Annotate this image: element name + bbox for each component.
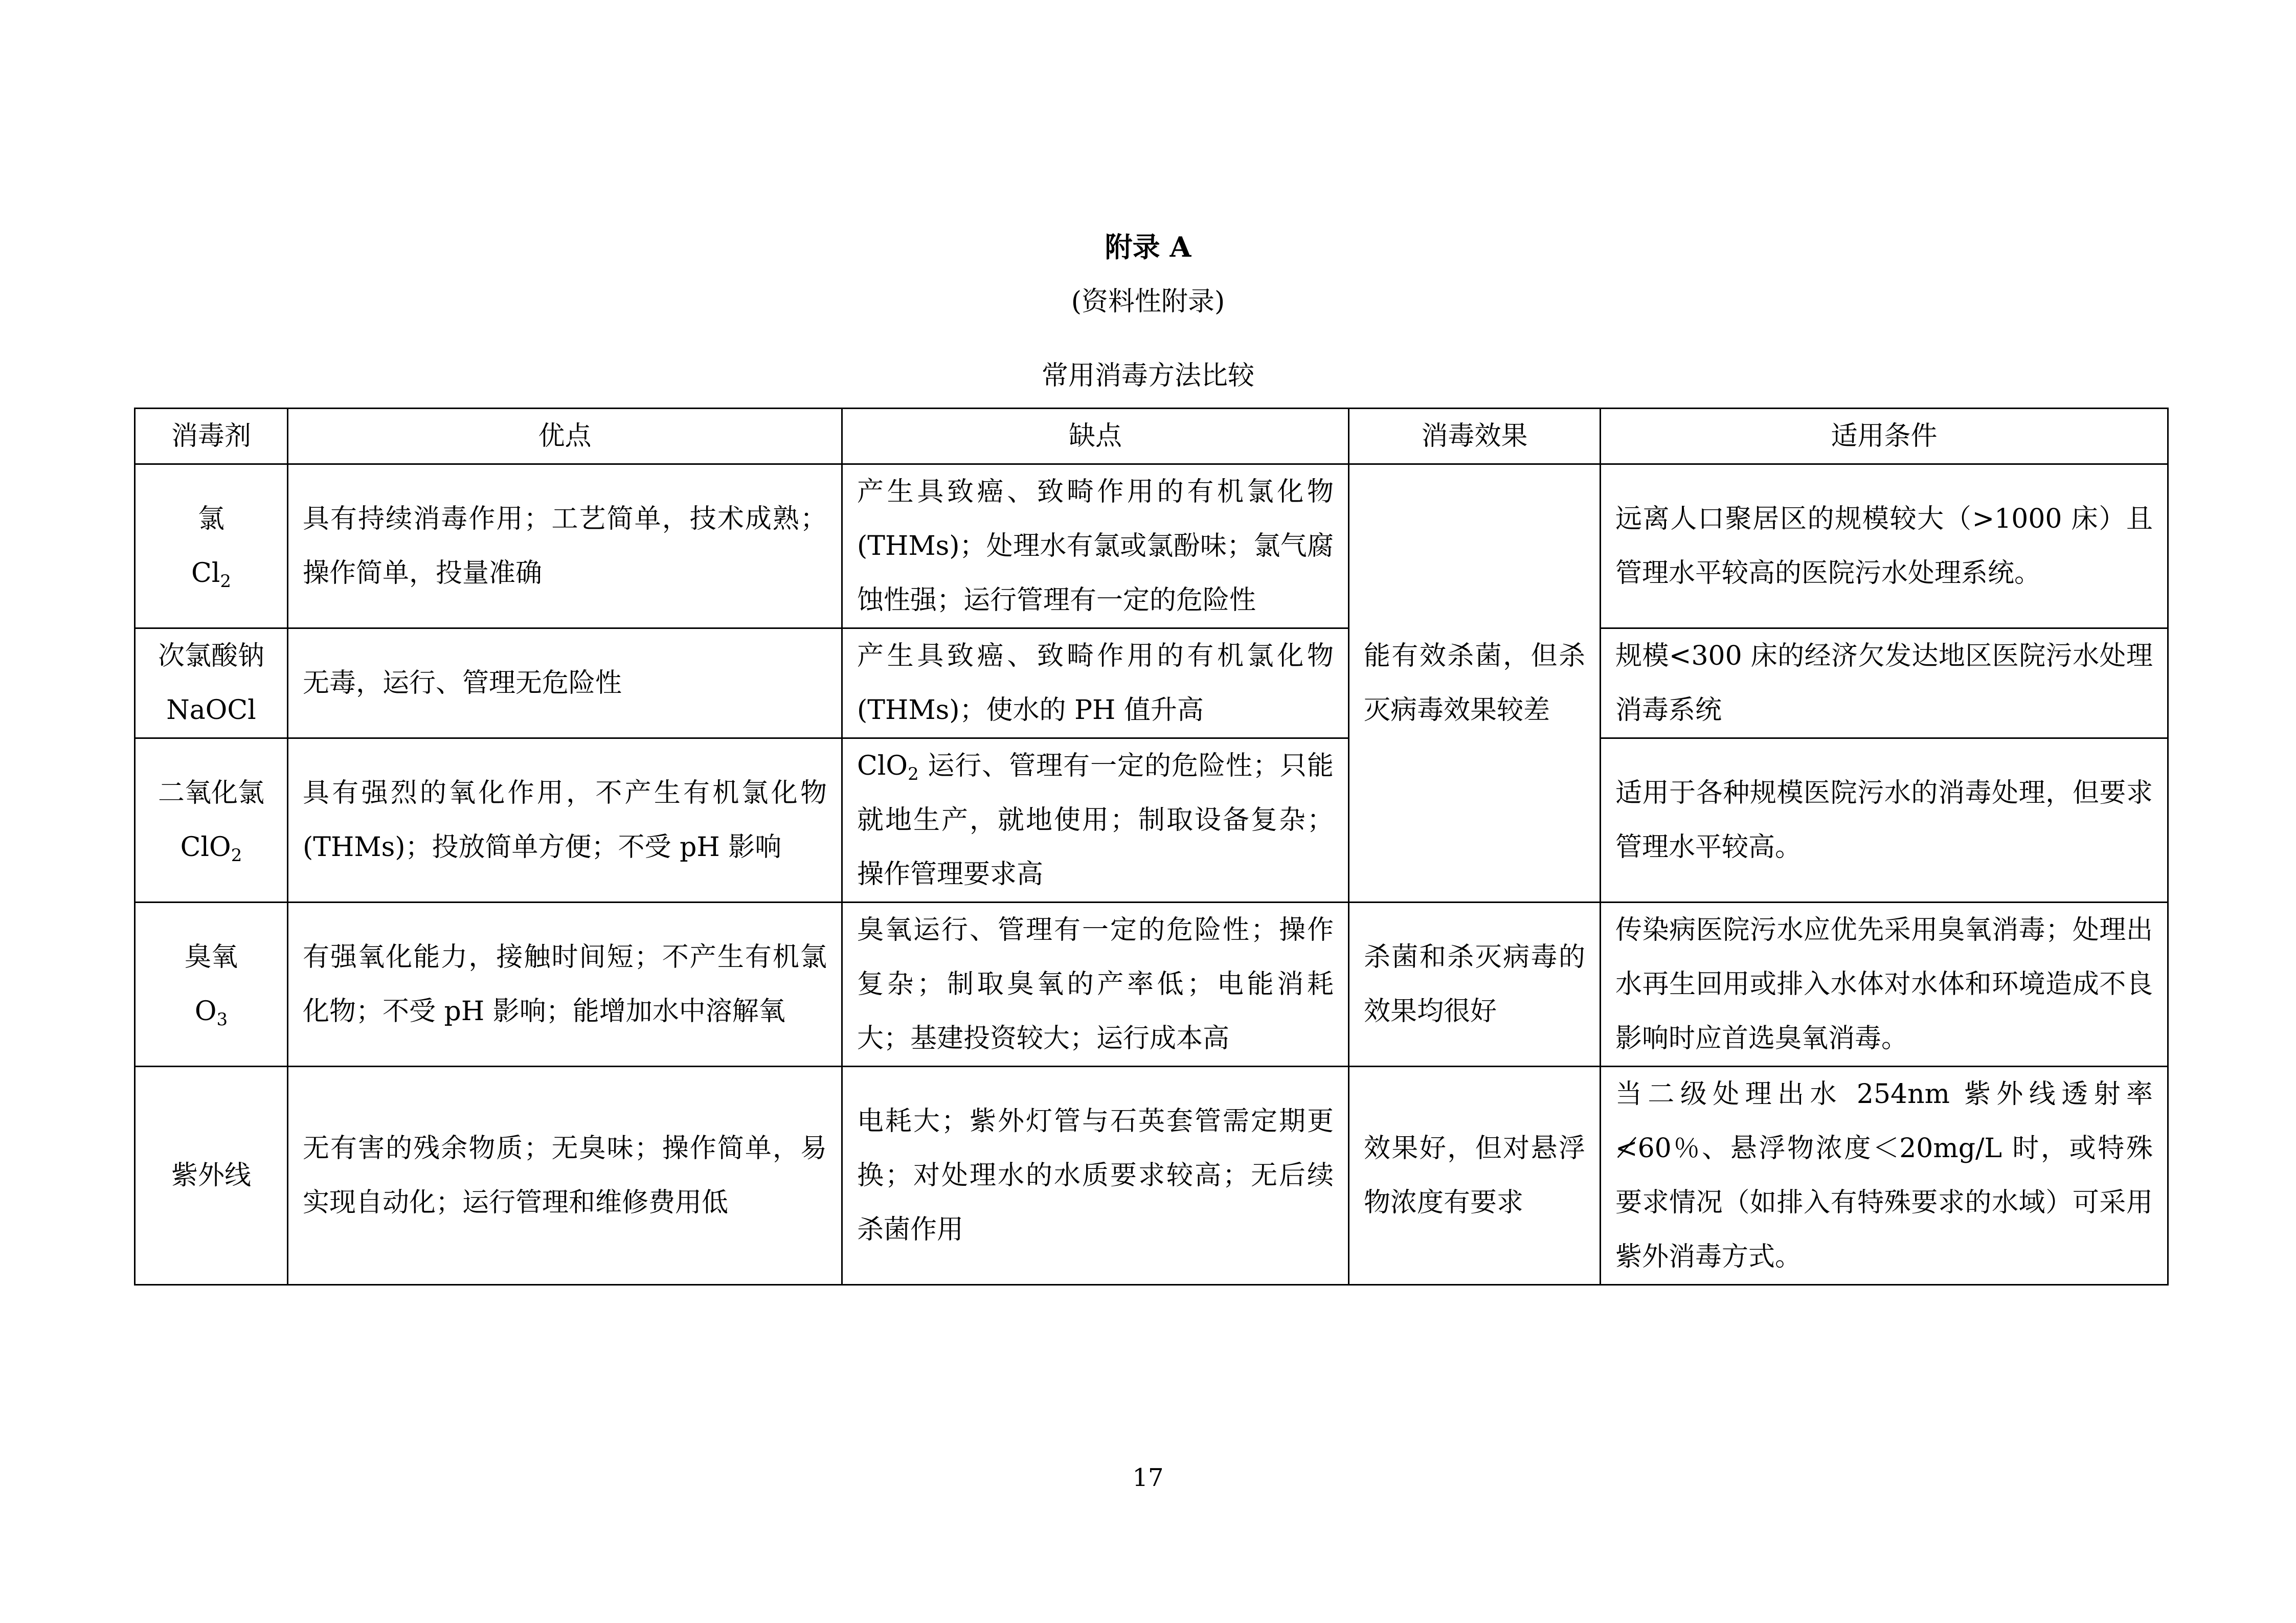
effect-cell: 效果好，但对悬浮物浓度有要求: [1349, 1067, 1601, 1285]
table-header-row: [135, 409, 2168, 464]
agent-cell: [135, 628, 288, 738]
header-conditions: 适用条件: [1601, 409, 2168, 464]
disinfection-comparison-table: [134, 408, 2169, 1286]
table-row: [135, 738, 2168, 903]
agent-formula: $O_3$: [194, 996, 228, 1030]
disadvantages-cell: ClO$_2$ 运行、管理有一定的危险性；只能就地生产，就地使用；制取设备复杂；操作管理要求高: [842, 738, 1349, 903]
header-agent: 消毒剂: [135, 409, 288, 464]
disadvantages-cell: 臭氧运行、管理有一定的危险性；操作复杂；制取臭氧的产率低；电能消耗大；基建投资较大；运行成本高: [842, 903, 1349, 1067]
table-row: [135, 903, 2168, 1067]
agent-formula: NaOCl: [166, 695, 256, 726]
page-number: 17: [1132, 1463, 1164, 1492]
disadvantages-cell: 电耗大；紫外灯管与石英套管需定期更换；对处理水的水质要求较高；无后续杀菌作用: [842, 1067, 1349, 1285]
table-row: [135, 464, 2168, 628]
agent-cell: [135, 903, 288, 1067]
agent-name: 紫外线: [171, 1160, 251, 1191]
table-caption: 常用消毒方法比较: [1041, 360, 1254, 391]
advantages-cell: 无有害的残余物质；无臭味；操作简单，易实现自动化；运行管理和维修费用低: [288, 1067, 842, 1285]
conditions-cell: 传染病医院污水应优先采用臭氧消毒；处理出水再生回用或排入水体对水体和环境造成不良影响时应首选臭氧消毒。: [1601, 903, 2168, 1067]
header-effect: 消毒效果: [1349, 409, 1601, 464]
header-disadvantages: 缺点: [842, 409, 1349, 464]
agent-formula: $Cl_2$: [191, 558, 232, 592]
agent-cell: [135, 1067, 288, 1285]
disadvantages-cell: 产生具致癌、致畸作用的有机氯化物(THMs)；处理水有氯或氯酚味；氯气腐蚀性强；运行管理有一定的危险性: [842, 464, 1349, 628]
agent-cell: [135, 464, 288, 628]
advantages-cell: 具有强烈的氧化作用，不产生有机氯化物(THMs)；投放简单方便；不受 pH 影响: [288, 738, 842, 903]
conditions-cell: 适用于各种规模医院污水的消毒处理，但要求管理水平较高。: [1601, 738, 2168, 903]
appendix-subtitle: (资料性附录): [1071, 286, 1225, 317]
disadvantages-cell: 产生具致癌、致畸作用的有机氯化物(THMs)；使水的 PH 值升高: [842, 628, 1349, 738]
conditions-cell: 远离人口聚居区的规模较大（>1000 床）且管理水平较高的医院污水处理系统。: [1601, 464, 2168, 628]
agent-name: 氯: [197, 504, 224, 534]
header-advantages: 优点: [288, 409, 842, 464]
agent-formula: ClO$_2$: [180, 832, 242, 866]
agent-name: 臭氧: [184, 942, 238, 973]
table-row: [135, 1067, 2168, 1285]
advantages-cell: 有强氧化能力，接触时间短；不产生有机氯化物；不受 pH 影响；能增加水中溶解氧: [288, 903, 842, 1067]
table-row: [135, 628, 2168, 738]
conditions-cell: 当二级处理出水 254nm 紫外线透射率≮60％、悬浮物浓度＜20mg/L 时，或特殊要求情况（如排入有特殊要求的水域）可采用紫外消毒方式。: [1601, 1067, 2168, 1285]
agent-name: 次氯酸钠: [157, 641, 264, 671]
agent-name: 二氧化氯: [157, 778, 264, 808]
appendix-title: 附录 A: [1105, 231, 1191, 263]
effect-cell-shared: 能有效杀菌，但杀灭病毒效果较差: [1349, 464, 1601, 903]
agent-cell: [135, 738, 288, 903]
conditions-cell: 规模<300 床的经济欠发达地区医院污水处理消毒系统: [1601, 628, 2168, 738]
advantages-cell: 具有持续消毒作用；工艺简单，技术成熟；操作简单，投量准确: [288, 464, 842, 628]
effect-cell: 杀菌和杀灭病毒的效果均很好: [1349, 903, 1601, 1067]
advantages-cell: 无毒，运行、管理无危险性: [288, 628, 842, 738]
